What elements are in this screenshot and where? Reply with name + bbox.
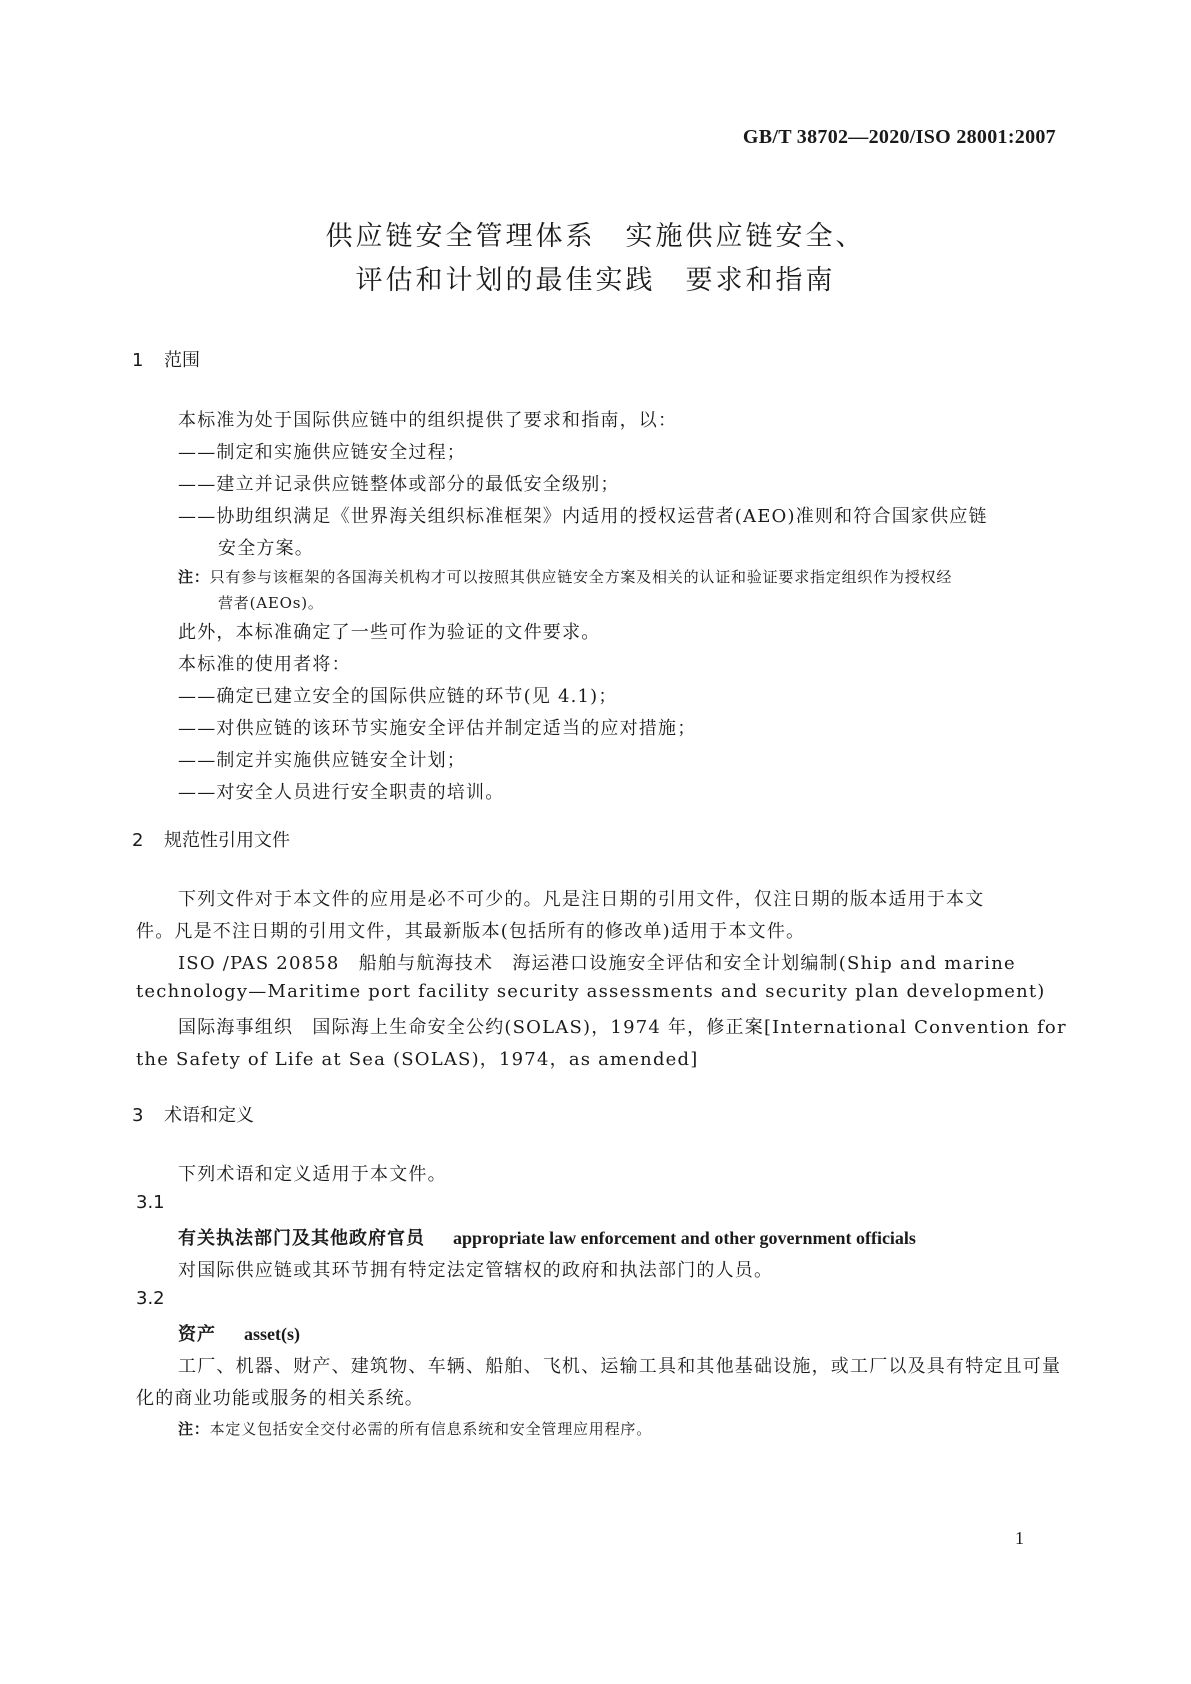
note-continuation: 营者(AEOs)。: [218, 594, 324, 612]
list-item: ——对供应链的该环节实施安全评估并制定适当的应对措施；: [178, 718, 697, 739]
reference-item: 国际海事组织 国际海上生命安全公约(SOLAS)，1974 年，修正案[International Convention for: [178, 1017, 1067, 1038]
section-number: 3: [132, 1105, 144, 1126]
term-definition-continuation: 化的商业功能或服务的相关系统。: [136, 1388, 424, 1409]
paragraph: 本标准的使用者将：: [178, 654, 351, 675]
list-item: ——建立并记录供应链整体或部分的最低安全级别；: [178, 474, 620, 495]
section-1-heading: [132, 346, 200, 372]
note: [178, 1418, 652, 1439]
term-chinese: 有关执法部门及其他政府官员: [178, 1228, 425, 1249]
term-definition: 对国际供应链或其环节拥有特定法定管辖权的政府和执法部门的人员。: [178, 1260, 774, 1281]
note: [178, 566, 952, 587]
note-text: 本定义包括安全交付必需的所有信息系统和安全管理应用程序。: [209, 1420, 653, 1438]
section-title: 术语和定义: [164, 1105, 254, 1126]
reference-item: ISO /PAS 20858 船舶与航海技术 海运港口设施安全评估和安全计划编制(Ship and marine: [178, 953, 1016, 974]
reference-item-continuation: the Safety of Life at Sea (SOLAS)，1974，as amended]: [136, 1049, 699, 1070]
term-heading: [178, 1320, 300, 1346]
term-definition: 工厂、机器、财产、建筑物、车辆、船舶、飞机、运输工具和其他基础设施，或工厂以及具有特定且可量: [178, 1356, 1062, 1377]
list-item-continuation: 安全方案。: [218, 538, 314, 559]
section-number: 2: [132, 830, 144, 851]
paragraph: 下列文件对于本文件的应用是必不可少的。凡是注日期的引用文件，仅注日期的版本适用于本文: [178, 889, 985, 910]
note-label: 注：: [178, 1420, 210, 1438]
list-item: ——确定已建立安全的国际供应链的环节(见 4.1)；: [178, 686, 618, 707]
document-title-line-1: 供应链安全管理体系 实施供应链安全、: [325, 221, 866, 252]
note-text: 只有参与该框架的各国海关机构才可以按照其供应链安全方案及相关的认证和验证要求指定组织作为授权经: [209, 568, 953, 586]
reference-item-continuation: technology—Maritime port facility security assessments and security plan development): [136, 981, 1046, 1002]
note-label: 注：: [178, 568, 210, 586]
section-title: 规范性引用文件: [164, 830, 290, 851]
paragraph: 本标准为处于国际供应链中的组织提供了要求和指南，以：: [178, 410, 678, 431]
term-number: 3.2: [136, 1288, 165, 1309]
standard-code-header: GB/T 38702—2020/ISO 28001:2007: [742, 126, 1056, 148]
paragraph: 下列术语和定义适用于本文件。: [178, 1164, 447, 1185]
list-item: ——协助组织满足《世界海关组织标准框架》内适用的授权运营者(AEO)准则和符合国家供应链: [178, 506, 988, 527]
paragraph: 此外，本标准确定了一些可作为验证的文件要求。: [178, 622, 601, 643]
term-heading: [178, 1224, 916, 1250]
page-number: 1: [1015, 1528, 1024, 1548]
term-chinese: 资产: [178, 1324, 216, 1345]
paragraph-continuation: 件。凡是不注日期的引用文件，其最新版本(包括所有的修改单)适用于本文件。: [136, 921, 806, 942]
term-number: 3.1: [136, 1192, 165, 1213]
list-item: ——制定和实施供应链安全过程；: [178, 442, 466, 463]
list-item: ——制定并实施供应链安全计划；: [178, 750, 466, 771]
document-title-line-2: 评估和计划的最佳实践 要求和指南: [355, 265, 836, 296]
list-item: ——对安全人员进行安全职责的培训。: [178, 782, 505, 803]
section-number: 1: [132, 350, 144, 371]
section-2-heading: [132, 826, 290, 852]
section-title: 范围: [164, 350, 200, 371]
section-3-heading: [132, 1101, 254, 1127]
term-english: appropriate law enforcement and other government officials: [453, 1228, 916, 1248]
term-english: asset(s): [244, 1324, 300, 1344]
